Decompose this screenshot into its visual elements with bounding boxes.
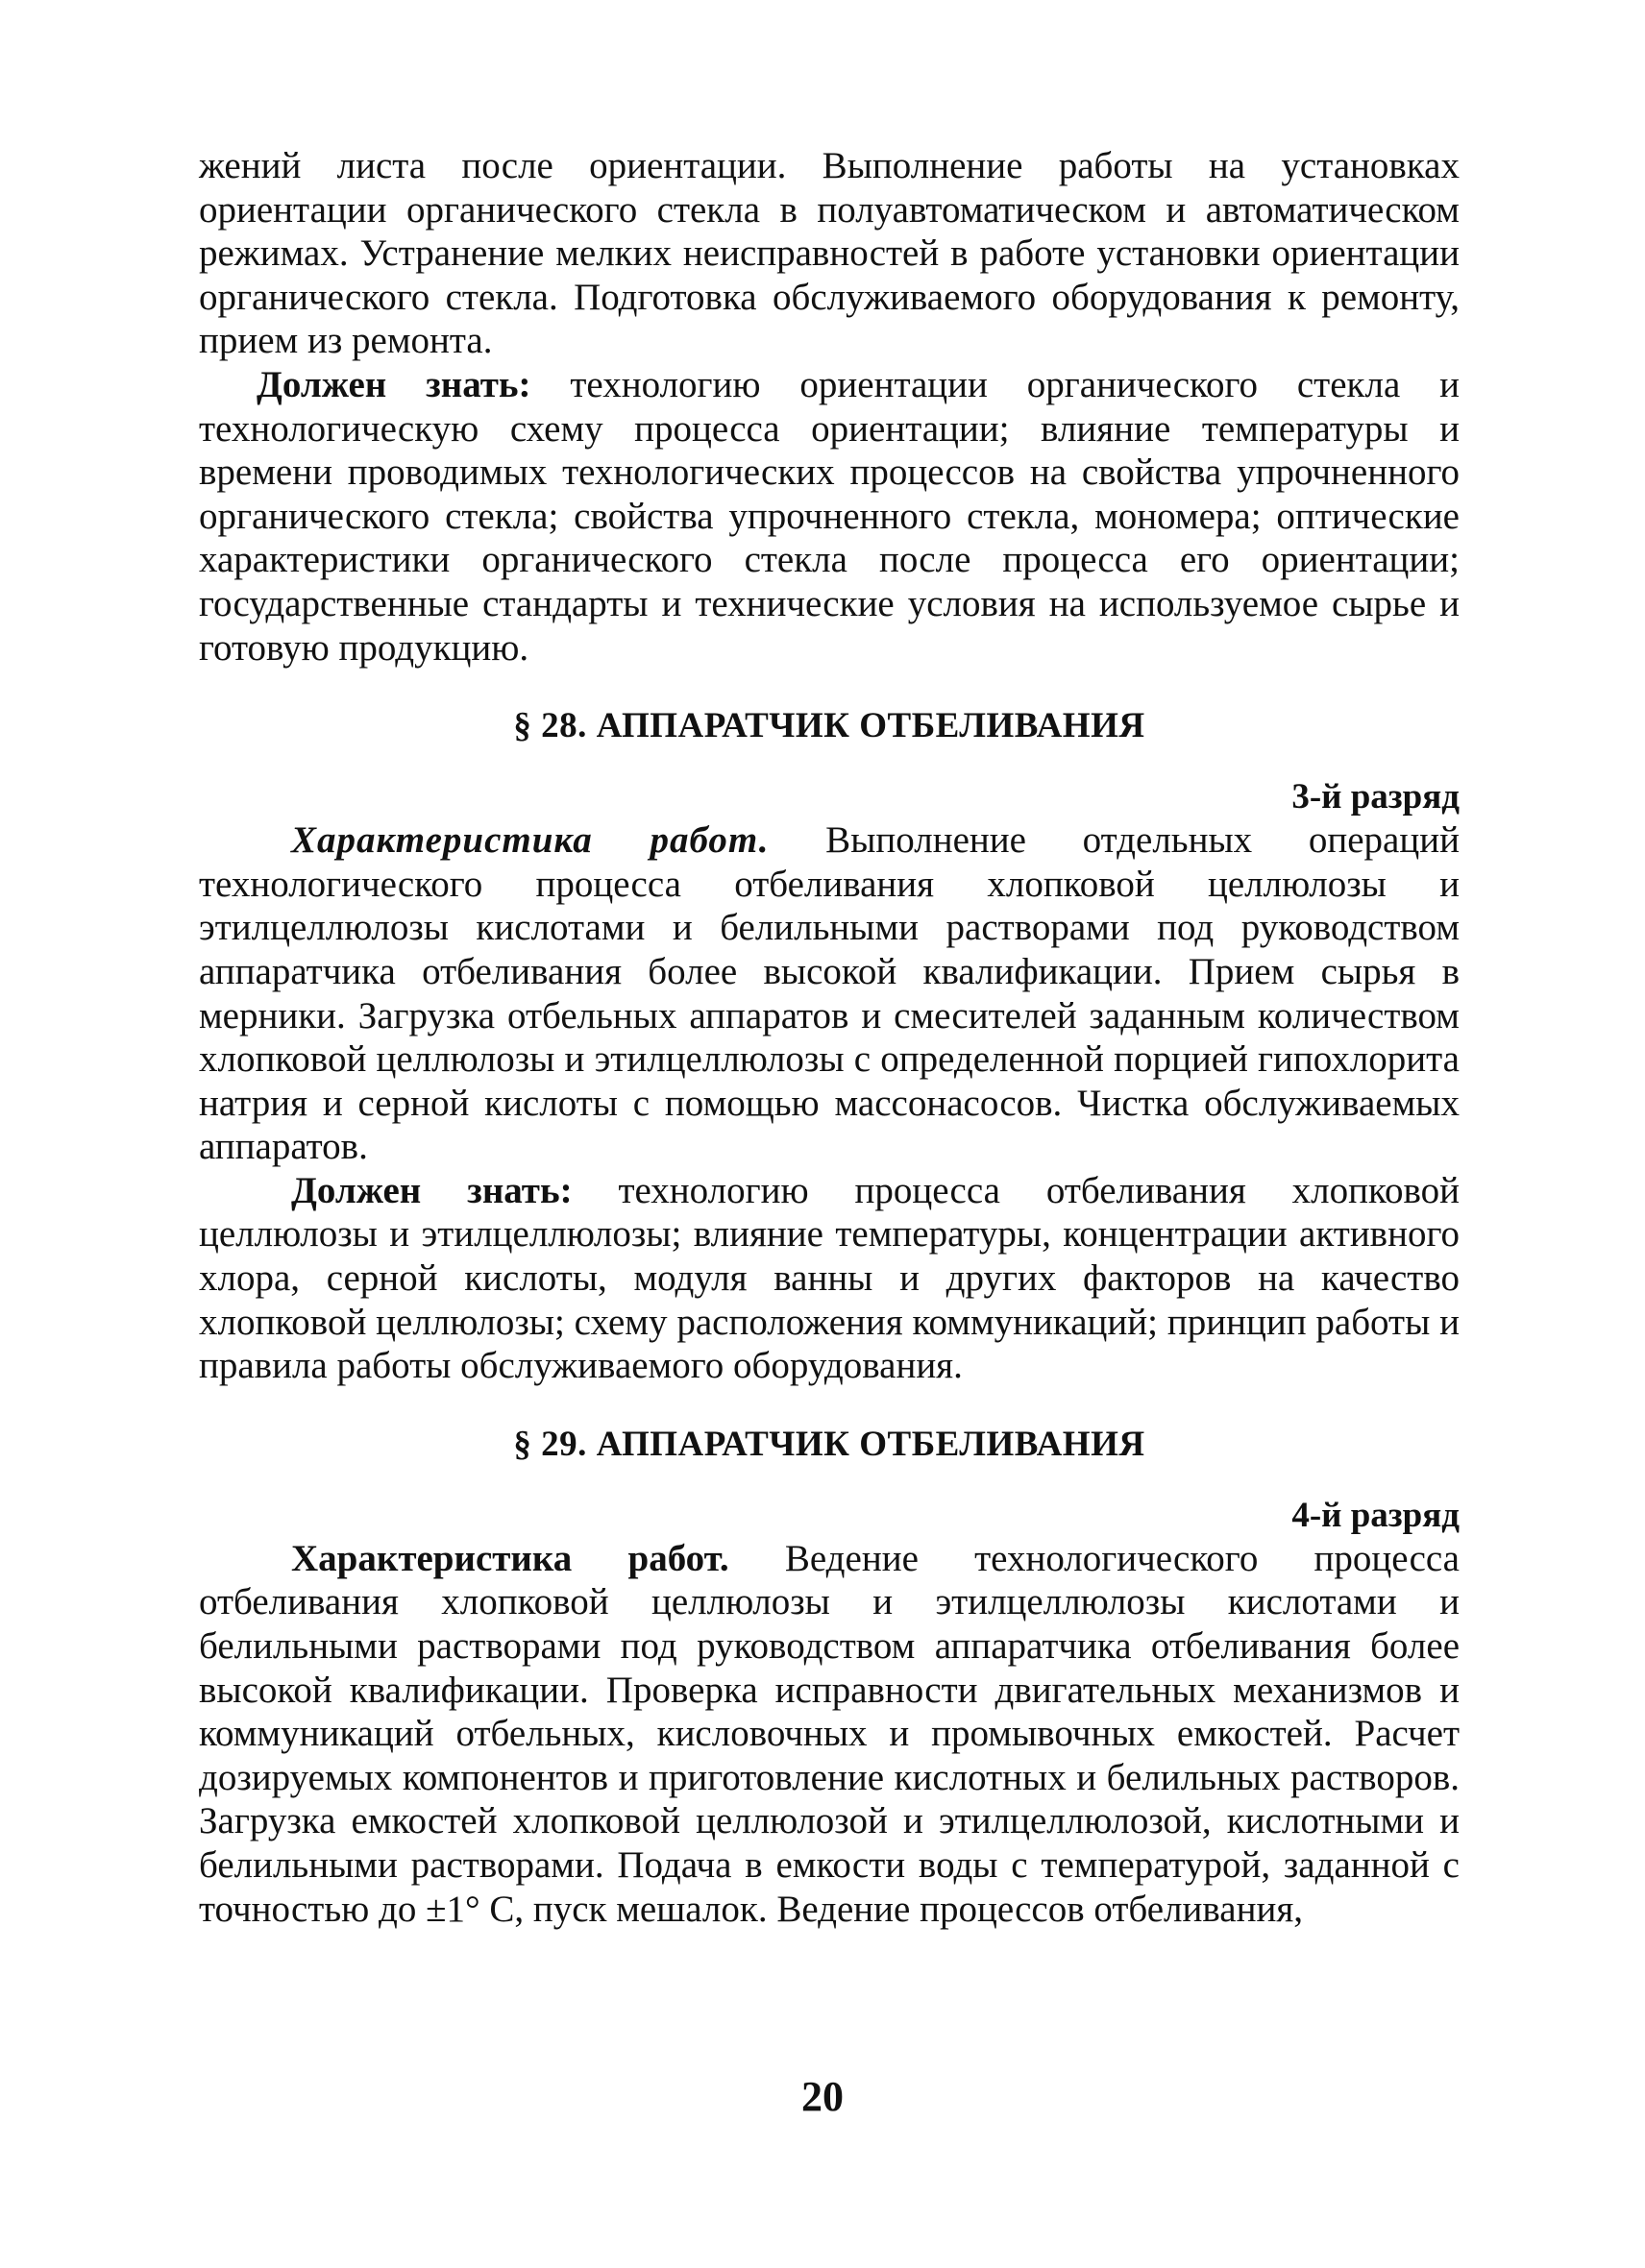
work-lead: Характеристика работ.	[291, 1537, 729, 1579]
section-28-title: § 28. АППАРАТЧИК ОТБЕЛИВАНИЯ	[513, 706, 1145, 746]
section-29-work-paragraph	[199, 1537, 1460, 1931]
work-lead: Характеристика работ.	[291, 819, 770, 862]
section-29-grade: 4-й разряд	[1291, 1495, 1460, 1535]
work-text: Ведение технологического процесса отбеливания хлопковой целлюлозы и этилцеллюлозы кислотами и белильными растворами под руководством аппаратчика отбеливания более высокой квалификации. Проверка исправности двигательных механизмов и коммуникаций отбельных, кисловочных и промывочных емкостей. Расчет дозируемых компонентов и приготовление кислотных и белильных растворов. Загрузка емкостей хлопковой целлюлозой и этилцеллюлозой, кислотными и белильными растворами. Подача в емкости воды с температурой, заданной с точностью до ±1° С, пуск мешалок. Ведение процессов отбеливания,	[199, 1537, 1460, 1930]
knowledge-text: технологию ориентации органического стекла и технологическую схему процесса ориентации; влияние температуры и времени проводимых технологических процессов на свойства упрочненного органического стекла; свойства упрочненного стекла, мономера; оптические характеристики органического стекла после процесса его ориентации; государственные стандарты и технические условия на используемое сырье и готовую продукцию.	[199, 363, 1460, 669]
intro-knowledge-paragraph	[199, 363, 1460, 670]
document-page	[199, 144, 1460, 1931]
section-28-work-paragraph	[199, 818, 1460, 1169]
section-28-knowledge-paragraph	[199, 1169, 1460, 1388]
work-text: Выполнение отдельных операций технологического процесса отбеливания хлопковой целлюлозы и этилцеллюлозы кислотами и белильными растворами под руководством аппаратчика отбеливания более высокой квалификации. Прием сырья в мерники. Загрузка отбельных аппаратов и смесителей заданным количеством хлопковой целлюлозы и этилцеллюлозы с определенной порцией гипохлорита натрия и серной кислоты с помощью массонасосов. Чистка обслуживаемых аппаратов.	[199, 819, 1460, 1168]
section-29-title: § 29. АППАРАТЧИК ОТБЕЛИВАНИЯ	[513, 1424, 1145, 1464]
knowledge-text: технологию процесса отбеливания хлопковой целлюлозы и этилцеллюлозы; влияние температуры, концентрации активного хлора, серной кислоты, модуля ванны и других факторов на качество хлопковой целлюлозы; схему расположения коммуникаций; принцип работы и правила работы обслуживаемого оборудования.	[199, 1169, 1460, 1387]
knowledge-lead: Должен знать:	[257, 363, 531, 405]
knowledge-lead: Должен знать:	[291, 1169, 573, 1211]
section-28-grade: 3-й разряд	[1291, 777, 1460, 817]
page-number: 20	[801, 2073, 844, 2120]
intro-paragraph: жений листа после ориентации. Выполнение работы на установках ориентации органического стекла в полуавтоматическом и автоматическом режимах. Устранение мелких неисправностей в работе установки ориентации органического стекла. Подготовка обслуживаемого оборудования к ремонту, прием из ремонта.	[199, 145, 1460, 362]
